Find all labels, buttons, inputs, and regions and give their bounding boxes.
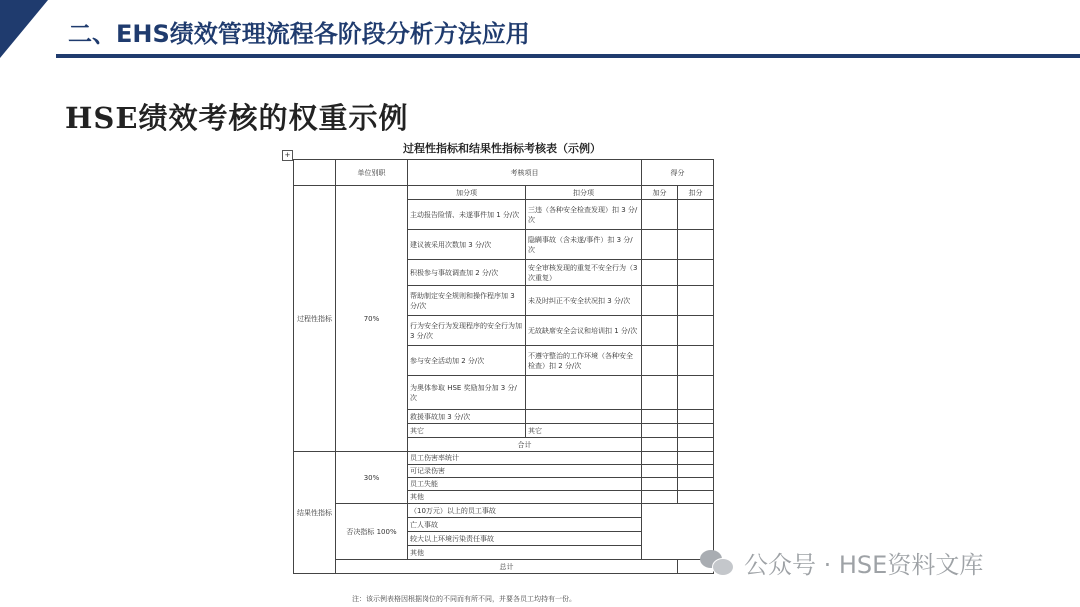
subhead-add-score: 加分 (642, 186, 678, 200)
header-title: 二、EHS绩效管理流程各阶段分析方法应用 (68, 20, 530, 48)
table-title: 过程性指标和结果性指标考核表（示例） (403, 142, 601, 155)
process-add-item: 救援事故加 3 分/次 (408, 410, 526, 424)
subhead-deduct: 扣分项 (526, 186, 642, 200)
process-deduct-item: 不遵守整治的工作环境（各种安全检查）扣 2 分/次 (526, 346, 642, 376)
veto-label: 否决指标 100% (336, 504, 408, 560)
wechat-icon (700, 548, 736, 578)
watermark (700, 545, 983, 580)
header-accent-triangle (0, 0, 48, 58)
table-footnote: 注：该示例表格因根据岗位的不同而有所不同，并要各员工均持有一份。 (352, 596, 576, 603)
veto-item: （10万元）以上的员工事故 (408, 504, 642, 518)
result-item: 员工失能 (408, 478, 642, 491)
document-table-image (282, 136, 730, 606)
watermark-text: 公众号 · HSE资料文库 (744, 551, 984, 579)
process-deduct-item: 无故缺席安全会议和培训扣 1 分/次 (526, 316, 642, 346)
header-cell-score: 得分 (642, 160, 714, 186)
process-add-item: 主动报告险情、未遂事件加 1 分/次 (408, 200, 526, 230)
process-deduct-item: 三违（各种安全检查发现）扣 3 分/次 (526, 200, 642, 230)
grand-total: 总计 (336, 560, 678, 574)
header-cell-blank (294, 160, 336, 186)
result-label: 结果性指标 (294, 452, 336, 574)
process-add-item: 为奥体参取 HSE 奖励加分加 3 分/次 (408, 376, 526, 410)
process-add-item: 积极参与事故调查加 2 分/次 (408, 260, 526, 286)
process-add-item: 建议被采用次数加 3 分/次 (408, 230, 526, 260)
header-underline (56, 54, 1080, 58)
process-deduct-item: 隐瞒事故（含未遂/事件）扣 3 分/次 (526, 230, 642, 260)
header-cell-unit: 单位别职 (336, 160, 408, 186)
process-label: 过程性指标 (294, 186, 336, 452)
veto-item: 较大以上环境污染责任事故 (408, 532, 642, 546)
result-item: 员工伤害率统计 (408, 452, 642, 465)
veto-item: 亡人事故 (408, 518, 642, 532)
slide-title: HSE绩效考核的权重示例 (65, 101, 409, 135)
header-cell-items: 考核项目 (408, 160, 642, 186)
process-deduct-item: 安全审核发现的重复不安全行为（3 次重复） (526, 260, 642, 286)
result-item: 其他 (408, 491, 642, 504)
veto-item: 其他 (408, 546, 642, 560)
process-add-item: 帮助制定安全规则和操作程序加 3 分/次 (408, 286, 526, 316)
result-item: 可记录伤害 (408, 465, 642, 478)
process-add-item: 其它 (408, 424, 526, 438)
process-add-item: 参与安全活动加 2 分/次 (408, 346, 526, 376)
process-subtotal: 合计 (408, 438, 642, 452)
process-add-item: 行为安全行为发现程序的安全行为加 3 分/次 (408, 316, 526, 346)
process-deduct-item: 其它 (526, 424, 642, 438)
assessment-table (293, 159, 714, 574)
subhead-deduct-score: 扣分 (678, 186, 714, 200)
table-move-handle-icon[interactable]: + (282, 150, 293, 161)
subhead-add: 加分项 (408, 186, 526, 200)
process-deduct-item (526, 410, 642, 424)
process-deduct-item (526, 376, 642, 410)
result-weight: 30% (336, 452, 408, 504)
process-weight: 70% (336, 186, 408, 452)
process-deduct-item: 未及时纠正不安全状况扣 3 分/次 (526, 286, 642, 316)
